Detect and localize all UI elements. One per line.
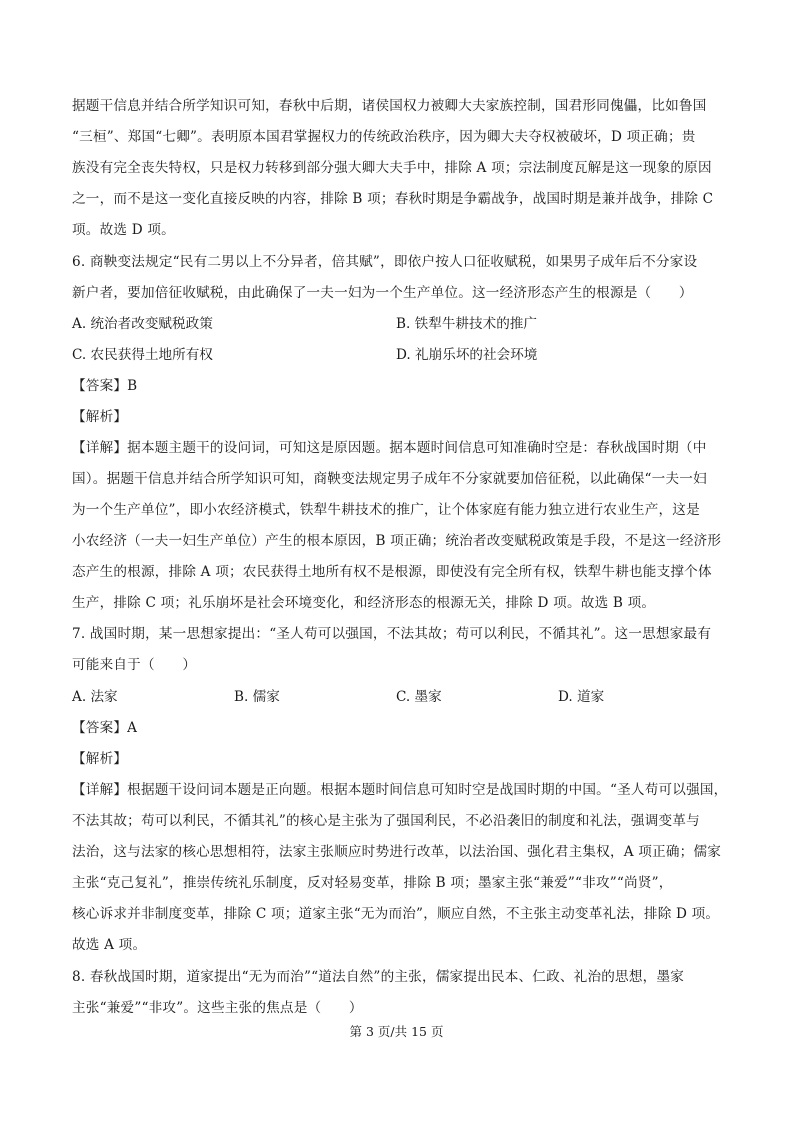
page-number: 第 3 页/共 15 页 <box>349 1024 444 1039</box>
q5-analysis-line-1: 据题干信息并结合所学知识可知，春秋中后期，诸侯国权力被卿大夫家族控制，国君形同傀儡，比如鲁国 <box>72 98 707 114</box>
q5-analysis-line-3: 族没有完全丧失特权，只是权力转移到部分强大卿大夫手中，排除 A 项；宗法制度瓦解是这一现象的原因 <box>72 160 712 176</box>
q7-option-c: C. 墨家 <box>396 689 442 705</box>
q7-answer: 【答案】A <box>72 720 138 736</box>
q7-detail-line-4: 主张“克己复礼”，推崇传统礼乐制度，反对轻易变革，排除 B 项；墨家主张“兼爱”“非攻”“尚贤”， <box>72 875 673 891</box>
q8-stem-line-1: 8. 春秋战国时期，道家提出“无为而治”“道法自然”的主张，儒家提出民本、仁政、礼治的思想，墨家 <box>72 969 685 985</box>
q6-stem-line-2: 新户者，要加倍征收赋税，由此确保了一夫一妇为一个生产单位。这一经济形态产生的根源是（ ） <box>72 285 693 301</box>
q7-analysis-heading: 【解析】 <box>72 751 128 767</box>
q6-detail-line-2: 国）。据题干信息并结合所学知识可知，商鞅变法规定男子成年不分家就要加倍征税，以此确保“一夫一妇 <box>72 471 707 487</box>
q8-stem-line-2: 主张“兼爱”“非攻”。这些主张的焦点是（ ） <box>72 1000 363 1016</box>
q6-option-d: D. 礼崩乐坏的社会环境 <box>396 347 538 363</box>
q6-option-b: B. 铁犁牛耕技术的推广 <box>396 316 537 332</box>
q6-analysis-heading: 【解析】 <box>72 409 128 425</box>
q6-detail-line-5: 态产生的根源，排除 A 项；农民获得土地所有权不是根源，即使没有完全所有权，铁犁牛耕也能支撑个体 <box>72 564 712 580</box>
q7-detail-line-3: 法治，这与法家的核心思想相符，法家主张顺应时势进行改革，以法治国、强化君主集权，A 项正确；儒家 <box>72 844 722 860</box>
q7-detail-line-6: 故选 A 项。 <box>72 937 147 953</box>
q7-option-d: D. 道家 <box>558 689 605 705</box>
q6-answer: 【答案】B <box>72 378 138 394</box>
q5-analysis-line-2: “三桓”、郑国“七卿”。表明原本国君掌握权力的传统政治秩序，因为卿大夫夺权被破坏，D 项正确；贵 <box>72 129 696 145</box>
q5-analysis-line-5: 项。故选 D 项。 <box>72 222 175 238</box>
q7-option-b: B. 儒家 <box>234 689 280 705</box>
q7-stem-line-2: 可能来自于（ ） <box>72 657 197 673</box>
q6-option-a: A. 统治者改变赋税政策 <box>72 316 213 332</box>
q6-detail-line-4: 小农经济（一夫一妇生产单位）产生的根本原因，B 项正确；统治者改变赋税政策是手段，不是这一经济形 <box>72 533 722 549</box>
q7-stem-line-1: 7. 战国时期，某一思想家提出：“圣人苟可以强国，不法其故；苟可以利民，不循其礼”。这一思想家最有 <box>72 626 712 642</box>
q7-option-a: A. 法家 <box>72 689 118 705</box>
q7-detail-line-2: 不法其故；苟可以利民，不循其礼”的核心是主张为了强国利民，不必沿袭旧的制度和礼法，强调变革与 <box>72 813 700 829</box>
q7-detail-line-5: 核心诉求并非制度变革，排除 C 项；道家主张“无为而治”，顺应自然，不主张主动变革礼法，排除 D 项。 <box>72 906 720 922</box>
q6-stem-line-1: 6. 商鞅变法规定“民有二男以上不分异者，倍其赋”，即依户按人口征收赋税，如果男子成年后不分家设 <box>72 254 698 270</box>
q7-detail-line-1: 【详解】根据题干设问词本题是正向题。根据本题时间信息可知时空是战国时期的中国。“圣人苟可以强国， <box>72 782 728 798</box>
q6-detail-line-3: 为一个生产单位”，即小农经济模式，铁犁牛耕技术的推广，让个体家庭有能力独立进行农业生产，这是 <box>72 502 700 518</box>
q5-analysis-line-4: 之一，而不是这一变化直接反映的内容，排除 B 项；春秋时期是争霸战争，战国时期是兼并战争，排除 C <box>72 191 714 207</box>
q6-detail-line-1: 【详解】据本题主题干的设问词，可知这是原因题。据本题时间信息可知准确时空是：春秋战国时期（中 <box>72 440 707 456</box>
q6-detail-line-6: 生产，排除 C 项；礼乐崩坏是社会环境变化，和经济形态的根源无关，排除 D 项。故选 B 项。 <box>72 595 656 611</box>
q6-option-c: C. 农民获得土地所有权 <box>72 347 213 363</box>
